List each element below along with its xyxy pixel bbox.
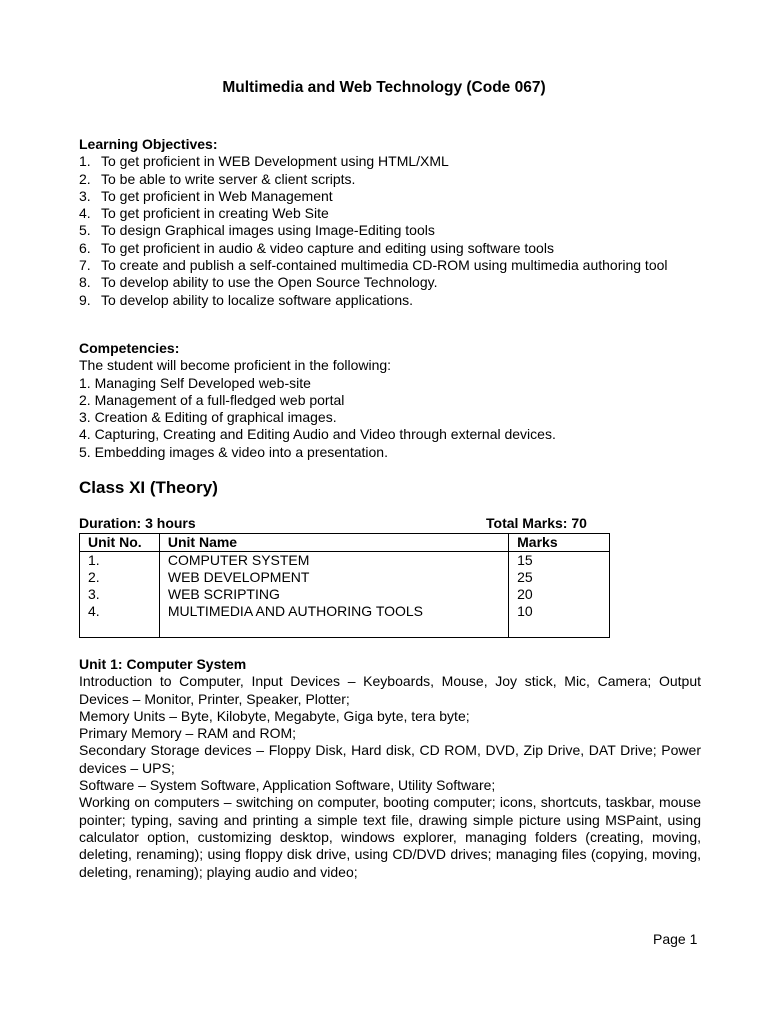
page-number: Page 1: [653, 931, 698, 947]
list-item: [79, 153, 701, 170]
page-title: Multimedia and Web Technology (Code 067): [222, 79, 546, 96]
unit-no-cell: 2.: [80, 569, 160, 586]
column-header-unit-name: Unit Name: [159, 534, 508, 552]
paragraph: Software – System Software, Application Software, Utility Software;: [79, 777, 496, 794]
column-header-marks: Marks: [509, 534, 610, 552]
unit-no-cell: 1.: [80, 552, 160, 570]
list-item: [79, 257, 701, 274]
paragraph: Introduction to Computer, Input Devices – Keyboards, Mouse, Joy stick, Mic, Camera; Output Devices – Monitor, Printer, Speaker, Plotter;: [79, 673, 701, 707]
competencies-section: [79, 340, 701, 461]
item-number: 2.: [79, 170, 91, 187]
unit1-section: [79, 656, 701, 881]
list-item: [79, 188, 701, 205]
marks-cell: 10: [509, 603, 610, 638]
paragraph: Secondary Storage devices – Floppy Disk, Hard disk, CD ROM, DVD, Zip Drive, DAT Drive; Power devices – UPS;: [79, 742, 701, 776]
objectives-heading: Learning Objectives:: [79, 136, 218, 152]
table-row: [80, 603, 610, 638]
list-item: [79, 292, 701, 309]
column-header-unit-no: Unit No.: [80, 534, 160, 552]
unit1-heading: Unit 1: Computer System: [79, 656, 247, 672]
item-text: To develop ability to use the Open Source Technology.: [101, 274, 438, 291]
list-item: [79, 205, 701, 222]
marks-cell: 25: [509, 569, 610, 586]
table-row: [80, 586, 610, 603]
marks-cell: 20: [509, 586, 610, 603]
unit-name-cell: MULTIMEDIA AND AUTHORING TOOLS: [159, 603, 508, 638]
list-item: 2. Management of a full-fledged web portal: [79, 391, 345, 408]
item-number: 1.: [79, 153, 91, 170]
table-row: [80, 552, 610, 570]
item-number: 9.: [79, 291, 91, 308]
item-number: 3.: [79, 187, 91, 204]
list-item: [79, 274, 701, 291]
marks-cell: 15: [509, 552, 610, 570]
unit-no-cell: 3.: [80, 586, 160, 603]
objectives-list: [79, 153, 701, 309]
learning-objectives-section: [79, 136, 701, 309]
item-text: To get proficient in creating Web Site: [101, 205, 329, 222]
unit-no-cell: 4.: [80, 603, 160, 638]
list-item: 5. Embedding images & video into a presentation.: [79, 443, 388, 460]
item-number: 6.: [79, 239, 91, 256]
item-number: 7.: [79, 257, 91, 274]
table-header-row: [80, 534, 610, 552]
item-text: To create and publish a self-contained multimedia CD-ROM using multimedia authoring tool: [101, 257, 668, 274]
item-text: To get proficient in Web Management: [101, 187, 333, 204]
item-number: 8.: [79, 274, 91, 291]
table-row: [80, 569, 610, 586]
unit-name-cell: WEB DEVELOPMENT: [159, 569, 508, 586]
unit-name-cell: WEB SCRIPTING: [159, 586, 508, 603]
list-item: [79, 240, 701, 257]
paragraph: Working on computers – switching on computer, booting computer; icons, shortcuts, taskbar, mouse pointer; typing, saving and printing a simple text file, drawing simple picture using MSPaint, using calculator option, customizing desktop, windows explorer, managing folders (creating, moving, deleting, renaming); using floppy disk drive, using CD/DVD drives; managing files (copying, moving, deleting, renaming); playing audio and video;: [79, 794, 701, 880]
paragraph: Memory Units – Byte, Kilobyte, Megabyte, Giga byte, tera byte;: [79, 707, 470, 724]
item-number: 5.: [79, 222, 91, 239]
list-item: 4. Capturing, Creating and Editing Audio and Video through external devices.: [79, 426, 556, 443]
item-text: To get proficient in audio & video capture and editing using software tools: [101, 239, 554, 256]
item-text: To get proficient in WEB Development using HTML/XML: [101, 153, 449, 170]
item-text: To design Graphical images using Image-Editing tools: [101, 222, 435, 239]
item-text: To develop ability to localize software applications.: [101, 291, 414, 308]
list-item: [79, 171, 701, 188]
units-table: [79, 533, 610, 638]
item-text: To be able to write server & client scripts.: [101, 170, 356, 187]
paragraph: Primary Memory – RAM and ROM;: [79, 725, 297, 742]
list-item: [79, 222, 701, 239]
class-heading: Class XI (Theory): [79, 478, 218, 497]
competencies-heading: Competencies:: [79, 340, 180, 356]
item-number: 4.: [79, 205, 91, 222]
list-item: 1. Managing Self Developed web-site: [79, 374, 311, 391]
unit-name-cell: COMPUTER SYSTEM: [159, 552, 508, 570]
duration-label: Duration: 3 hours: [79, 515, 196, 531]
list-item: 3. Creation & Editing of graphical images.: [79, 409, 337, 426]
competencies-intro: The student will become proficient in the following:: [79, 357, 392, 374]
total-marks-label: Total Marks: 70: [486, 515, 587, 531]
